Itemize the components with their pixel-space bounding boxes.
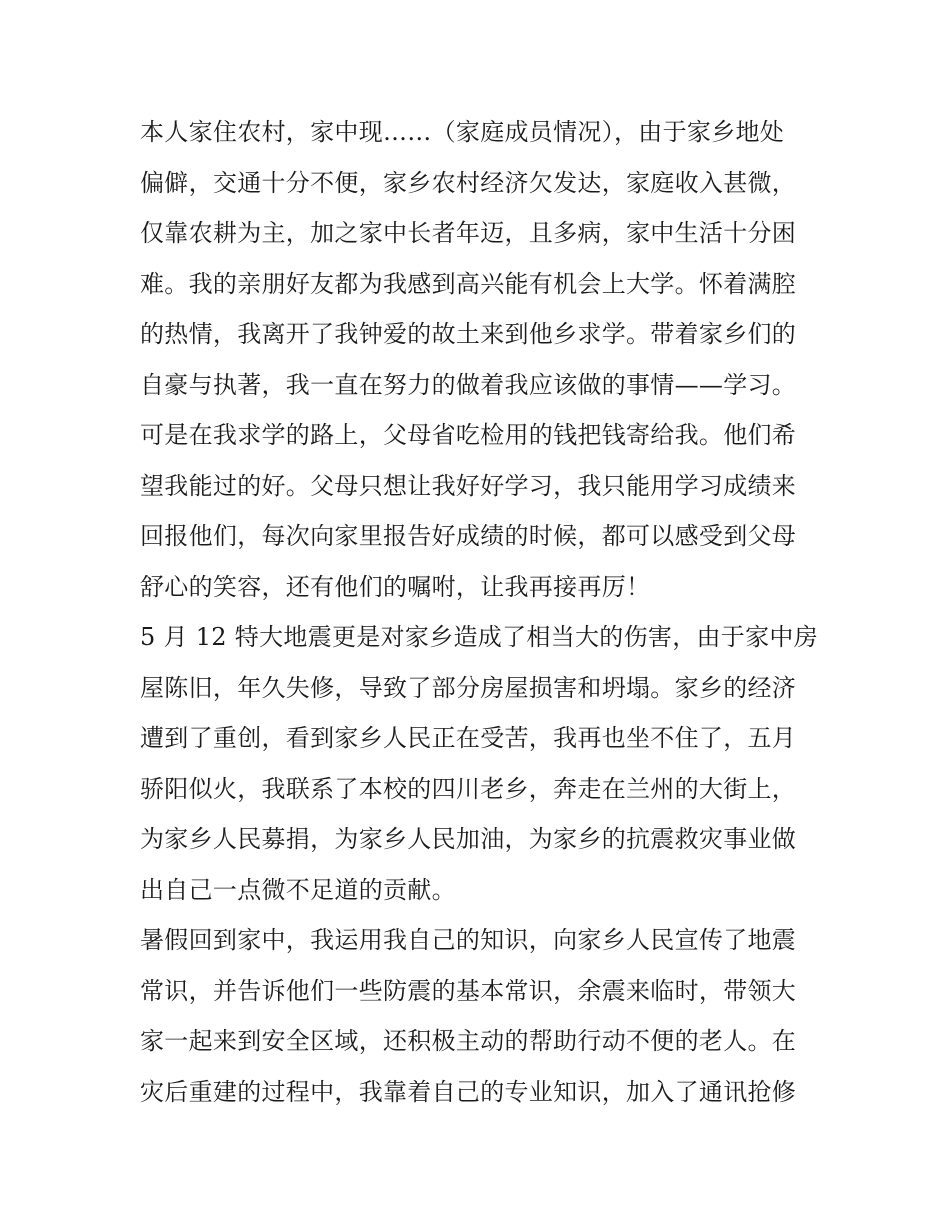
text-line: 骄阳似火，我联系了本校的四川老乡，奔走在兰州的大街上， (140, 774, 797, 803)
text-line: 仅靠农耕为主，加之家中长者年迈，且多病，家中生活十分困 (140, 219, 797, 247)
text-line: 可是在我求学的路上，父母省吃检用的钱把钱寄给我。他们希 (140, 421, 797, 449)
text-line: 本人家住农村，家中现……（家庭成员情况），由于家乡地处 (140, 118, 785, 146)
text-line: 舒心的笑容，还有他们的嘱咐，让我再接再厉！ (140, 572, 651, 601)
text-line: 出自己一点微不足道的贡献。 (140, 875, 456, 904)
text-line: 5 月 12 特大地震更是对家乡造成了相当大的伤害，由于家中房 (140, 623, 818, 651)
text-line: 回报他们，每次向家里报告好成绩的时候，都可以感受到父母 (140, 522, 797, 550)
paragraph-family-situation (140, 107, 812, 612)
text-line: 家一起来到安全区域，还积极主动的帮助行动不便的老人。在 (140, 1027, 797, 1055)
text-line: 屋陈旧，年久失修，导致了部分房屋损害和坍塌。家乡的经济 (140, 673, 797, 702)
text-line: 的热情，我离开了我钟爱的故土来到他乡求学。带着家乡们的 (140, 320, 797, 348)
paragraph-summer-vacation (140, 915, 812, 1117)
text-line: 难。我的亲朋好友都为我感到高兴能有机会上大学。怀着满腔 (140, 269, 797, 298)
text-line: 暑假回到家中，我运用我自己的知识，向家乡人民宣传了地震 (140, 926, 797, 954)
text-line: 遭到了重创，看到家乡人民正在受苦，我再也坐不住了，五月 (140, 724, 797, 752)
paragraph-earthquake (140, 612, 818, 915)
text-line: 偏僻，交通十分不便，家乡农村经济欠发达，家庭收入甚微， (140, 168, 797, 197)
text-line: 自豪与执著，我一直在努力的做着我应该做的事情——学习。 (140, 370, 797, 399)
text-line: 为家乡人民募捐，为家乡人民加油，为家乡的抗震救灾事业做 (140, 825, 797, 853)
text-line: 常识，并告诉他们一些防震的基本常识，余震来临时，带领大 (140, 976, 797, 1005)
document-body (140, 107, 818, 1117)
text-line: 灾后重建的过程中，我靠着自己的专业知识，加入了通讯抢修 (140, 1077, 797, 1106)
text-line: 望我能过的好。父母只想让我好好学习，我只能用学习成绩来 (140, 471, 797, 500)
